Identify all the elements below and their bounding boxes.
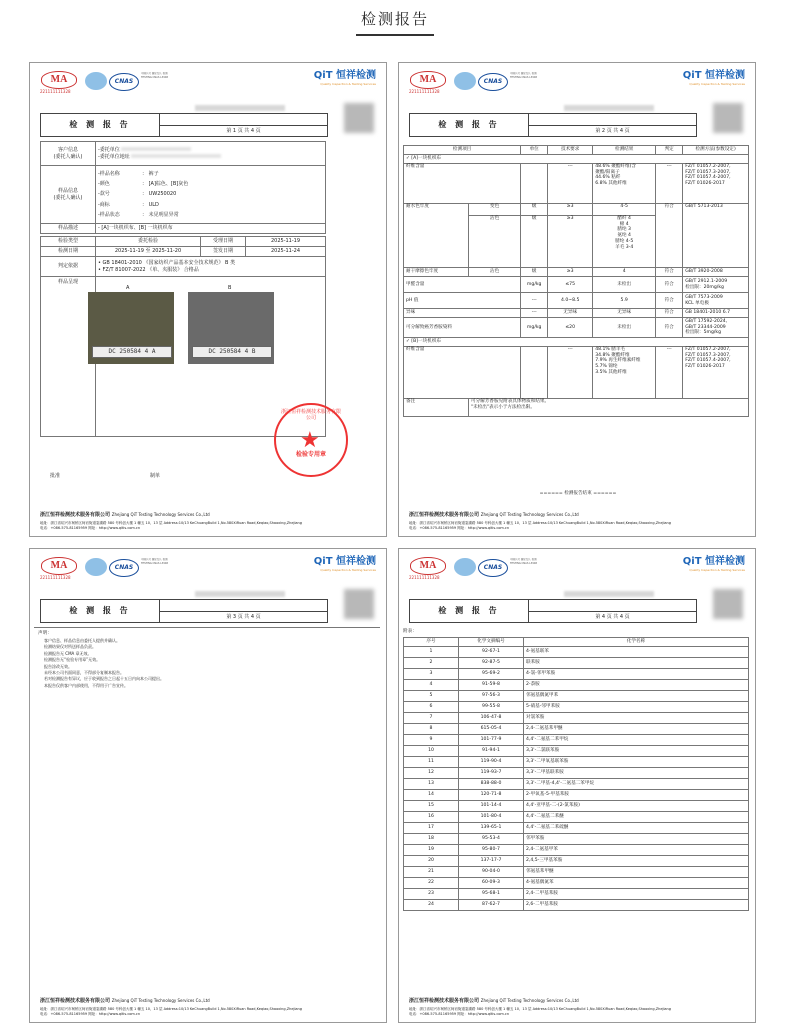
chemical-name: 4,4'-二氨基二苯甲烷 bbox=[524, 735, 749, 746]
col-header: 检测结果 bbox=[593, 146, 656, 155]
chemical-name: 邻氨基偶氮甲苯 bbox=[524, 691, 749, 702]
statement-item: 未经本公司书面同意，不得部分复制本报告。 bbox=[44, 669, 124, 675]
row-index: 18 bbox=[404, 834, 459, 845]
approver-label: 批准 bbox=[50, 473, 61, 479]
appendix-row bbox=[404, 856, 749, 867]
row-judge: 符合 bbox=[656, 309, 683, 318]
row-judge: --- bbox=[656, 164, 683, 204]
qr-code-icon bbox=[713, 589, 743, 619]
row-index: 5 bbox=[404, 691, 459, 702]
footer-address: 地址：浙江省绍兴市柯桥区柯岩街道鉴湖路 580 号科创大楼 1 幢五 10、13 层 Address:10/13 KeChuangBuild 1,No.580XiRuan Road,Keqiao,Shaoxing,Zhejiang bbox=[409, 1007, 672, 1012]
row-method: GB/T 3920-2008 bbox=[683, 268, 749, 277]
appendix-row bbox=[404, 691, 749, 702]
report-code-blurred bbox=[195, 591, 285, 597]
appendix-row bbox=[404, 647, 749, 658]
row-item: 可分解致癌芳香胺染料 bbox=[404, 318, 521, 338]
report-footer bbox=[40, 998, 380, 1016]
report1-info-table bbox=[40, 141, 326, 234]
cnas-logo: CNAS bbox=[109, 73, 139, 91]
client-field: -委托单位 bbox=[98, 147, 120, 154]
basis-item: • FZ/T 81007-2022 《单、夹服装》 合格品 bbox=[98, 266, 199, 273]
statement-item: 本报告仅供客户内部使用，不得用于广告宣传。 bbox=[44, 682, 128, 688]
sample-b-label: B bbox=[228, 285, 232, 291]
appendix-row bbox=[404, 735, 749, 746]
appendix-row bbox=[404, 823, 749, 834]
report-page-4 bbox=[398, 548, 756, 1023]
chemical-name: 4-氨基偶氮苯 bbox=[524, 878, 749, 889]
row-index: 14 bbox=[404, 790, 459, 801]
report-header bbox=[30, 63, 386, 103]
row-index: 12 bbox=[404, 768, 459, 779]
chemical-name: 4,4'-亚甲基-二-(2-氯苯胺) bbox=[524, 801, 749, 812]
cas-number: 91-59-8 bbox=[459, 680, 524, 691]
sample-field-value: ： 裤子 bbox=[142, 170, 159, 177]
chemical-name: 2,4,5-三甲基苯胺 bbox=[524, 856, 749, 867]
row-method: GB/T 2912.1-2009 检出限：20mg/kg bbox=[683, 277, 749, 293]
report-page-3 bbox=[29, 548, 387, 1023]
qit-logo-sub: Quality Inspection & Testing Services bbox=[689, 568, 745, 572]
cas-number: 97-56-3 bbox=[459, 691, 524, 702]
row-judge: --- bbox=[656, 347, 683, 399]
star-icon: ★ bbox=[300, 428, 320, 453]
appendix-row bbox=[404, 768, 749, 779]
sample-field-value: ： ULD bbox=[142, 201, 159, 208]
report-footer bbox=[409, 998, 749, 1016]
chemical-name: 2-甲氧基-5-甲基苯胺 bbox=[524, 790, 749, 801]
row-judge: 符合 bbox=[656, 268, 683, 277]
row-result: 醋纤 4 棉 4 腈纶 3 氨纶 4 腈纶 4-5 羊毛 3-4 bbox=[593, 216, 656, 268]
row-req: ≤20 bbox=[548, 318, 593, 338]
col-header: 检测方法(参数设定) bbox=[683, 146, 749, 155]
client-field: -委托单位地址 bbox=[98, 153, 130, 160]
cas-number: 119-93-7 bbox=[459, 768, 524, 779]
date-value: 2025-11-19 至 2025-11-20 bbox=[96, 247, 201, 257]
type-value: 委托检验 bbox=[96, 237, 201, 247]
row-index: 4 bbox=[404, 680, 459, 691]
cas-number: 101-14-4 bbox=[459, 801, 524, 812]
section-b: ✓ [B]一块机织布 bbox=[404, 338, 749, 347]
sample-field-value: ： [A]棕色、[B]灰色 bbox=[142, 181, 189, 188]
issue-value: 2025-11-24 bbox=[246, 247, 326, 257]
row-index: 23 bbox=[404, 889, 459, 900]
row-unit: 级 bbox=[521, 204, 548, 216]
sample-b-tag: DC 250584 4 B bbox=[192, 346, 272, 358]
footer-company-en: Zhejiang QiT Testing Technology Services Co.,Ltd bbox=[480, 512, 579, 517]
row-req: --- bbox=[548, 164, 593, 204]
row-item: 耐干摩擦色牢度 bbox=[404, 268, 469, 277]
title-underline bbox=[356, 34, 434, 36]
maker-label: 制单 bbox=[150, 473, 161, 479]
appendix-row bbox=[404, 812, 749, 823]
row-result: 4 bbox=[593, 268, 656, 277]
row-sub: 变色 bbox=[469, 204, 521, 216]
row-method: FZ/T 01057.2-2007, FZ/T 01057.3-2007, FZ/T 01057.4-2007, FZ/T 01026-2017 bbox=[683, 347, 749, 399]
inspection-seal bbox=[274, 403, 348, 477]
sample-a-tag: DC 250584 4 A bbox=[92, 346, 172, 358]
cas-number: 838-88-0 bbox=[459, 779, 524, 790]
page-title: 检测报告 bbox=[360, 10, 429, 28]
chemical-name: 2,4-二氨基甲苯 bbox=[524, 845, 749, 856]
report-heading: 检 测 报 告 bbox=[410, 114, 529, 136]
footer-contact: 电话：+086-575-81165959 网址：http://www.qitis.com.cn bbox=[40, 525, 141, 530]
sample-field-key: -商标 bbox=[98, 201, 110, 208]
sample-label: 样品信息 (委托人确认) bbox=[41, 166, 96, 224]
row-index: 1 bbox=[404, 647, 459, 658]
page-label: 第 3 页 共 4 页 bbox=[160, 611, 327, 623]
cas-number: 137-17-7 bbox=[459, 856, 524, 867]
chemical-name: 3,3'-二甲基联苯胺 bbox=[524, 768, 749, 779]
col-header: 化学名称 bbox=[524, 638, 749, 647]
footer-company-en: Zhejiang QiT Testing Technology Services Co.,Ltd bbox=[111, 512, 210, 517]
cas-number: 95-53-4 bbox=[459, 834, 524, 845]
cnas-logo: CNAS bbox=[478, 73, 508, 91]
footer-company: 浙江恒祥检测技术服务有限公司 bbox=[40, 512, 111, 518]
cas-number: 101-77-9 bbox=[459, 735, 524, 746]
qr-code-icon bbox=[344, 589, 374, 619]
row-result: 5.9 bbox=[593, 293, 656, 309]
row-index: 7 bbox=[404, 713, 459, 724]
qit-logo-sub: Quality Inspection & Testing Services bbox=[689, 82, 745, 86]
row-index: 19 bbox=[404, 845, 459, 856]
cma-number: 221111111328 bbox=[40, 89, 71, 94]
sample-a-image bbox=[88, 292, 174, 364]
sample-b-image bbox=[188, 292, 274, 364]
cas-number: 106-47-8 bbox=[459, 713, 524, 724]
row-req: 4.0~8.5 bbox=[548, 293, 593, 309]
row-item: 异味 bbox=[404, 309, 521, 318]
cma-logo: MA bbox=[41, 557, 77, 575]
sample-field-value: ： 未见明显异常 bbox=[142, 211, 179, 218]
page-label: 第 4 页 共 4 页 bbox=[529, 611, 696, 623]
row-method: GB/T 17592-2024, GB/T 23344-2009 检出限：5mg/kg bbox=[683, 318, 749, 338]
statement-item: 若对检测报告有异议，应于收到报告之日起十五日内向本公司提出。 bbox=[44, 676, 164, 682]
chemical-name: 3,3'-二甲基-4,4'-二氨基二苯甲烷 bbox=[524, 779, 749, 790]
cas-number: 92-87-5 bbox=[459, 658, 524, 669]
appendix-row bbox=[404, 658, 749, 669]
row-method: GB 18401-2010 6.7 bbox=[683, 309, 749, 318]
report-code-blurred bbox=[564, 105, 654, 111]
sample-field-key: -颜色 bbox=[98, 181, 110, 188]
row-req: ≥3 bbox=[548, 268, 593, 277]
sample-field-key: -样品状态 bbox=[98, 211, 120, 218]
page-label: 第 1 页 共 4 页 bbox=[160, 125, 327, 137]
report-footer bbox=[409, 512, 749, 530]
row-index: 22 bbox=[404, 878, 459, 889]
footer-company-en: Zhejiang QiT Testing Technology Services Co.,Ltd bbox=[480, 998, 579, 1003]
page-label: 第 2 页 共 4 页 bbox=[529, 125, 696, 137]
row-result: 48.1% 腈羊毛 34.8% 聚酯纤维 7.9% 再生纤维素纤维 5.7% 锦纶 3.5% 其他纤维 bbox=[593, 347, 656, 399]
cnas-logo: CNAS bbox=[478, 559, 508, 577]
row-method: FZ/T 01057.2-2007, FZ/T 01057.3-2007, FZ/T 01057.4-2007, FZ/T 01026-2017 bbox=[683, 164, 749, 204]
report-title-box bbox=[409, 599, 697, 623]
sample-desc: - [A]一块机织布、[B] 一块机织布 bbox=[96, 224, 326, 234]
row-item: 耐水色牢度 bbox=[404, 204, 469, 268]
cas-number: 91-94-1 bbox=[459, 746, 524, 757]
report-header bbox=[30, 549, 386, 589]
recv-value: 2025-11-19 bbox=[246, 237, 326, 247]
statement-item: 客户信息、样品信息由委托人提供并确认。 bbox=[44, 638, 120, 643]
appendix-row bbox=[404, 669, 749, 680]
appendix-row bbox=[404, 724, 749, 735]
footer-address: 地址：浙江省绍兴市柯桥区柯岩街道鉴湖路 580 号科创大楼 1 幢五 10、13 层 Address:10/13 KeChuangBuild 1,No.580XiRuan Road,Keqiao,Shaoxing,Zhejiang bbox=[40, 521, 303, 526]
cas-number: 95-68-1 bbox=[459, 889, 524, 900]
chemical-name: 4,4'-二氨基二苯醚 bbox=[524, 812, 749, 823]
sample-desc-label: 样品描述 bbox=[41, 224, 96, 234]
cnas-caption: 中国认可 国际互认 检测 TESTING CNAS L3948 bbox=[141, 558, 169, 565]
sample-a-label: A bbox=[126, 285, 130, 291]
row-req: ≤75 bbox=[548, 277, 593, 293]
appendix-row bbox=[404, 713, 749, 724]
chemical-name: 4,4'-二氨基二苯硫醚 bbox=[524, 823, 749, 834]
seal-bottom: 检验专用章 bbox=[295, 451, 326, 458]
row-index: 13 bbox=[404, 779, 459, 790]
footer-address: 地址：浙江省绍兴市柯桥区柯岩街道鉴湖路 580 号科创大楼 1 幢五 10、13 层 Address:10/13 KeChuangBuild 1,No.580XiRuan Road,Keqiao,Shaoxing,Zhejiang bbox=[40, 1007, 303, 1012]
row-index: 21 bbox=[404, 867, 459, 878]
basis-item: • GB 18401-2010 《国家纺织产品基本安全技术规范》 B 类 bbox=[98, 260, 236, 267]
section-a: ✓ [A]一块机织布 bbox=[404, 155, 749, 164]
chemical-name: 3,3'-二氯联苯胺 bbox=[524, 746, 749, 757]
statement-list bbox=[44, 638, 364, 689]
row-sub: 沾色 bbox=[469, 216, 521, 268]
statement-item: 报告涂改无效。 bbox=[44, 663, 72, 669]
row-judge: 符合 bbox=[656, 277, 683, 293]
qit-logo: QiT 恒祥检测 bbox=[682, 556, 745, 567]
qit-logo-sub: Quality Inspection & Testing Services bbox=[320, 568, 376, 572]
col-header: 化学文摘编号 bbox=[459, 638, 524, 647]
appendix-row bbox=[404, 757, 749, 768]
row-result: 无异味 bbox=[593, 309, 656, 318]
row-index: 16 bbox=[404, 812, 459, 823]
report-footer bbox=[40, 512, 380, 530]
appendix-row bbox=[404, 889, 749, 900]
cas-number: 95-69-2 bbox=[459, 669, 524, 680]
report-code-blurred bbox=[195, 105, 285, 111]
cas-number: 119-90-4 bbox=[459, 757, 524, 768]
ilac-logo-icon bbox=[454, 72, 476, 90]
chemical-name: 2,4-二甲基苯胺 bbox=[524, 889, 749, 900]
cas-number: 95-80-7 bbox=[459, 845, 524, 856]
note-label: 备注 bbox=[404, 399, 469, 417]
report-header bbox=[399, 63, 755, 103]
row-item: 纤维含量 bbox=[404, 347, 521, 399]
report-title-box bbox=[409, 113, 697, 137]
row-index: 6 bbox=[404, 702, 459, 713]
row-judge: 符合 bbox=[656, 204, 683, 268]
chemical-name: 4-氨基联苯 bbox=[524, 647, 749, 658]
cas-number: 120-71-8 bbox=[459, 790, 524, 801]
appendix-row bbox=[404, 702, 749, 713]
cas-number: 139-65-1 bbox=[459, 823, 524, 834]
report1-dates-table bbox=[40, 236, 326, 437]
date-label: 检测日期 bbox=[41, 247, 96, 257]
row-unit: mg/kg bbox=[521, 277, 548, 293]
report-heading: 检 测 报 告 bbox=[41, 600, 160, 622]
footer-company-en: Zhejiang QiT Testing Technology Services Co.,Ltd bbox=[111, 998, 210, 1003]
type-label: 检验类型 bbox=[41, 237, 96, 247]
row-unit: 级 bbox=[521, 268, 548, 277]
cma-logo: MA bbox=[41, 71, 77, 89]
seal-text: 浙江恒祥检测技术服务有限公司 bbox=[280, 409, 341, 422]
report-page-2 bbox=[398, 62, 756, 537]
row-unit: mg/kg bbox=[521, 318, 548, 338]
cas-number: 92-67-1 bbox=[459, 647, 524, 658]
col-header: 序号 bbox=[404, 638, 459, 647]
qr-code-icon bbox=[344, 103, 374, 133]
row-judge: 符合 bbox=[656, 318, 683, 338]
col-header: 技术要求 bbox=[548, 146, 593, 155]
sample-field-key: -款号 bbox=[98, 191, 110, 198]
row-req: ≥3 bbox=[548, 204, 593, 216]
report-header bbox=[399, 549, 755, 589]
report-title-box bbox=[40, 599, 328, 623]
row-result: 未检出 bbox=[593, 277, 656, 293]
chemical-name: 2,4-二氨基苯甲醚 bbox=[524, 724, 749, 735]
report-code-blurred bbox=[564, 591, 654, 597]
chemical-name: 3,3'-二甲氧基联苯胺 bbox=[524, 757, 749, 768]
row-unit: 级 bbox=[521, 216, 548, 268]
chemical-name: 联苯胺 bbox=[524, 658, 749, 669]
basis-label: 判定依据 bbox=[41, 257, 96, 277]
statement-item: 检测报告无“检验专用章”无效。 bbox=[44, 657, 101, 663]
row-index: 24 bbox=[404, 900, 459, 911]
ilac-logo-icon bbox=[454, 558, 476, 576]
footer-company: 浙江恒祥检测技术服务有限公司 bbox=[409, 512, 480, 518]
row-index: 17 bbox=[404, 823, 459, 834]
report-heading: 检 测 报 告 bbox=[410, 600, 529, 622]
row-index: 2 bbox=[404, 658, 459, 669]
cma-number: 221111111328 bbox=[409, 575, 440, 580]
row-index: 8 bbox=[404, 724, 459, 735]
row-unit: --- bbox=[521, 293, 548, 309]
statement-item: 检测报告无 CMA 章无效。 bbox=[44, 650, 92, 656]
statement-title: 声明： bbox=[38, 631, 52, 636]
chemical-name: 2-萘胺 bbox=[524, 680, 749, 691]
cas-number: 615-05-4 bbox=[459, 724, 524, 735]
appendix-row bbox=[404, 867, 749, 878]
cma-number: 221111111328 bbox=[40, 575, 71, 580]
appendix-row bbox=[404, 845, 749, 856]
ilac-logo-icon bbox=[85, 72, 107, 90]
chemical-name: 2,6-二甲基苯胺 bbox=[524, 900, 749, 911]
row-sub: 沾色 bbox=[469, 268, 521, 277]
footer-company: 浙江恒祥检测技术服务有限公司 bbox=[40, 998, 111, 1004]
qit-logo: QiT 恒祥检测 bbox=[313, 556, 376, 567]
cas-number: 101-80-4 bbox=[459, 812, 524, 823]
qit-logo: QiT 恒祥检测 bbox=[682, 70, 745, 81]
col-header: 单位 bbox=[521, 146, 548, 155]
cas-number: 90-04-0 bbox=[459, 867, 524, 878]
appendix-table bbox=[403, 637, 749, 911]
row-result: 4-5 bbox=[593, 204, 656, 216]
appendix-row bbox=[404, 779, 749, 790]
sample-field-value: ： UW250020 bbox=[142, 191, 177, 198]
end-text: ====== 检测报告结束 ====== bbox=[539, 491, 617, 496]
report-title-box bbox=[40, 113, 328, 137]
row-method: GB/T 7573-2009 KCL 单电极 bbox=[683, 293, 749, 309]
appendix-row bbox=[404, 680, 749, 691]
divider bbox=[34, 627, 380, 628]
col-header: 判定 bbox=[656, 146, 683, 155]
note-text: 可分解芳香胺见附表具体物质和结果。 "未检出"表示小于方法检出限。 bbox=[469, 399, 749, 417]
display-label: 样品呈现 bbox=[41, 277, 96, 437]
chemical-name: 邻甲苯胺 bbox=[524, 834, 749, 845]
cas-number: 87-62-7 bbox=[459, 900, 524, 911]
appendix-row bbox=[404, 790, 749, 801]
footer-company: 浙江恒祥检测技术服务有限公司 bbox=[409, 998, 480, 1004]
sample-field-key: -样品名称 bbox=[98, 170, 120, 177]
appendix-row bbox=[404, 746, 749, 757]
row-result: 未检出 bbox=[593, 318, 656, 338]
cma-logo: MA bbox=[410, 557, 446, 575]
cnas-caption: 中国认可 国际互认 检测 TESTING CNAS L3948 bbox=[510, 72, 538, 79]
results-table bbox=[403, 145, 749, 417]
cnas-logo: CNAS bbox=[109, 559, 139, 577]
cma-logo: MA bbox=[410, 71, 446, 89]
qr-code-icon bbox=[713, 103, 743, 133]
row-method: GB/T 5713-2013 bbox=[683, 204, 749, 268]
row-req: 无异味 bbox=[548, 309, 593, 318]
qit-logo: QiT 恒祥检测 bbox=[313, 70, 376, 81]
row-result: 48.6% 聚酯纤维(含 聚酯/阳离子 44.6% 粘纤 6.8% 其他纤维 bbox=[593, 164, 656, 204]
appendix-row bbox=[404, 900, 749, 911]
row-req: --- bbox=[548, 347, 593, 399]
cma-number: 221111111328 bbox=[409, 89, 440, 94]
cnas-caption: 中国认可 国际互认 检测 TESTING CNAS L3948 bbox=[510, 558, 538, 565]
appendix-row bbox=[404, 801, 749, 812]
row-index: 10 bbox=[404, 746, 459, 757]
row-item: 甲醛含量 bbox=[404, 277, 521, 293]
appendix-row bbox=[404, 834, 749, 845]
row-index: 20 bbox=[404, 856, 459, 867]
issue-label: 签发日期 bbox=[201, 247, 246, 257]
footer-address: 地址：浙江省绍兴市柯桥区柯岩街道鉴湖路 580 号科创大楼 1 幢五 10、13 层 Address:10/13 KeChuangBuild 1,No.580XiRuan Road,Keqiao,Shaoxing,Zhejiang bbox=[409, 521, 672, 526]
cnas-caption: 中国认可 国际互认 检测 TESTING CNAS L3948 bbox=[141, 72, 169, 79]
statement-item: 检测结果仅对所送样品负责。 bbox=[44, 644, 96, 650]
chemical-name: 4-氯-邻甲苯胺 bbox=[524, 669, 749, 680]
chemical-name: 5-硝基-邻甲苯胺 bbox=[524, 702, 749, 713]
client-label: 客户信息 (委托人确认) bbox=[41, 142, 96, 166]
appendix-row bbox=[404, 878, 749, 889]
col-header: 检测项目 bbox=[404, 146, 521, 155]
cas-number: 99-55-8 bbox=[459, 702, 524, 713]
row-req: ≥3 bbox=[548, 216, 593, 268]
footer-contact: 电话：+086-575-81165959 网址：http://www.qitis.com.cn bbox=[409, 525, 510, 530]
row-index: 3 bbox=[404, 669, 459, 680]
row-judge: 符合 bbox=[656, 293, 683, 309]
row-item: pH 值 bbox=[404, 293, 521, 309]
appendix-title: 附表： bbox=[403, 629, 417, 634]
report-heading: 检 测 报 告 bbox=[41, 114, 160, 136]
row-index: 11 bbox=[404, 757, 459, 768]
row-unit: --- bbox=[521, 309, 548, 318]
row-item: 纤维含量 bbox=[404, 164, 521, 204]
chemical-name: 对氯苯胺 bbox=[524, 713, 749, 724]
report-page-1 bbox=[29, 62, 387, 537]
recv-label: 受理日期 bbox=[201, 237, 246, 247]
row-index: 9 bbox=[404, 735, 459, 746]
qit-logo-sub: Quality Inspection & Testing Services bbox=[320, 82, 376, 86]
ilac-logo-icon bbox=[85, 558, 107, 576]
chemical-name: 邻氨基苯甲醚 bbox=[524, 867, 749, 878]
row-index: 15 bbox=[404, 801, 459, 812]
cas-number: 60-09-3 bbox=[459, 878, 524, 889]
footer-contact: 电话：+086-575-81165959 网址：http://www.qitis.com.cn bbox=[409, 1011, 510, 1016]
footer-contact: 电话：+086-575-81165959 网址：http://www.qitis.com.cn bbox=[40, 1011, 141, 1016]
